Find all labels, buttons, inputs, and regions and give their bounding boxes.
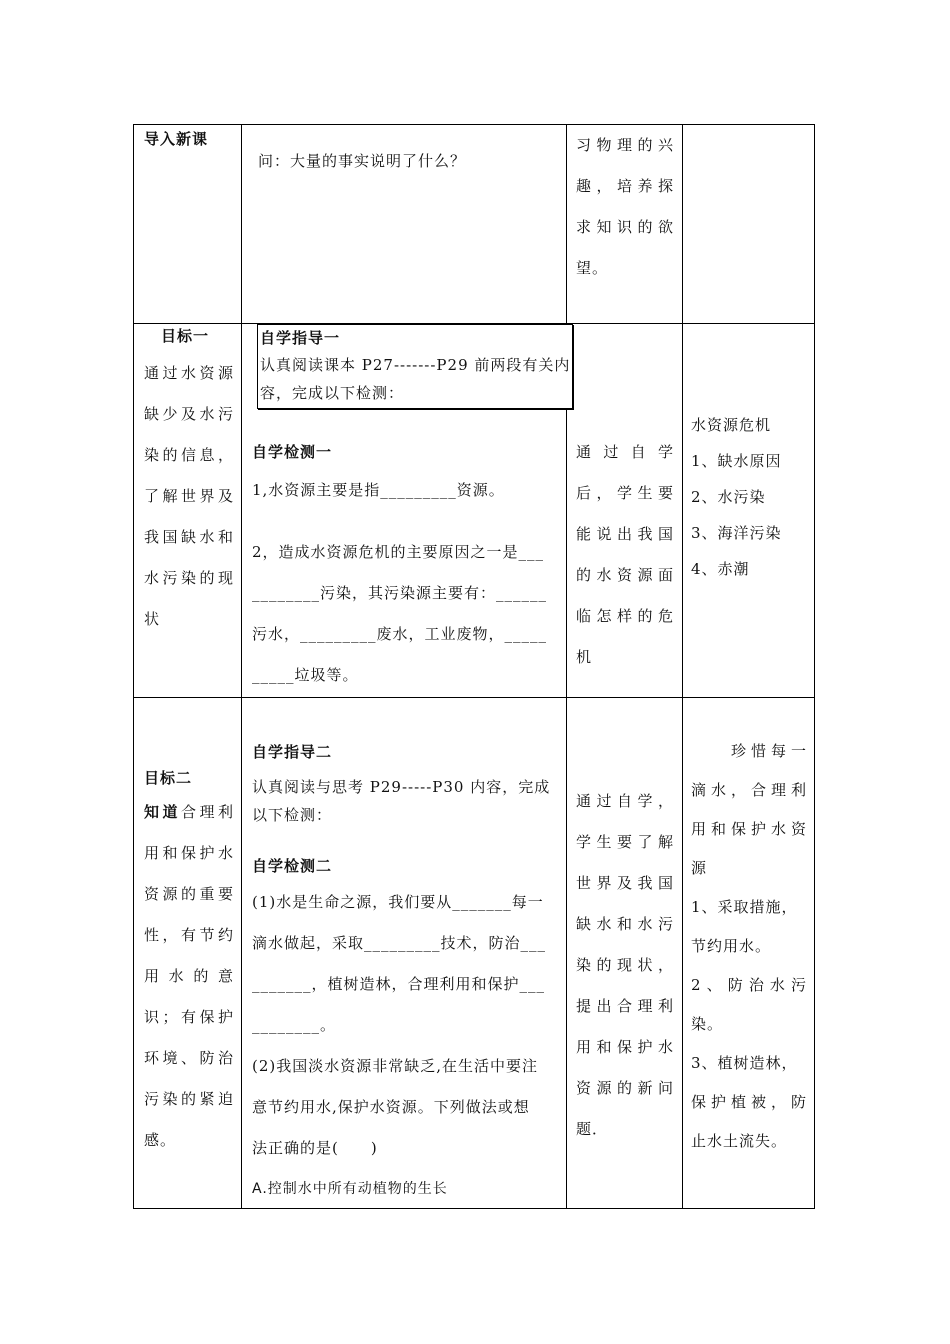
row2-summary: 水资源危机 1、缺水原因 2、水污染 3、海洋污染 4、赤潮 (691, 416, 782, 578)
row3-intent: 通过自学， 学生要了解 世界及我国 缺水和水污 染的现状， 提出合理利 用和保护水 资源的新问 题． (576, 792, 674, 1138)
row-label-intro: 导入新课 (144, 130, 209, 148)
guide-two-text: 认真阅读与思考 P29-----P30 内容，完成 以下检测： (252, 778, 551, 824)
row3-summary: 珍惜每一 滴水，合理利 用和保护水资 源 1、采取措施， 节约用水。 2、防治水污 染。 3、植树造林， 保护植被，防 止水土流失。 (691, 742, 807, 1150)
goal-two-title: 目标二 (144, 769, 193, 787)
lesson-plan-table (133, 124, 815, 1209)
check-two-text: (1)水是生命之源，我们要从_______每一 滴水做起，采取_________技术，防治___ _______，植树造林，合理利用和保护___ ________。 (2)我国淡水资源非常缺乏,在生活中要注 意节约用水,保护水资源。下列做法或想 法正确的是( ) A.控制水中所有动植物的生长 (252, 893, 547, 1197)
row1-intent: 习物理的兴 趣，培养探 求知识的欲 望。 (576, 136, 674, 277)
check-one-title: 自学检测一 (252, 443, 333, 461)
guide-one-text: 认真阅读课本 P27-------P29 前两段有关内 容，完成以下检测： (260, 356, 571, 402)
goal-two-text: 知道合理利 用和保护水 资源的重要 性，有节约 用水的意 识；有保护 环境、防治 污染的紧迫 感。 (144, 803, 234, 1149)
check-one-q1: 1,水资源主要是指_________资源。 (252, 481, 505, 499)
guide-two-title: 自学指导二 (252, 743, 333, 761)
row-divider (134, 697, 814, 698)
check-two-title: 自学检测二 (252, 857, 333, 875)
guide-one-box (257, 324, 573, 409)
row2-intent: 通过自学 后，学生要 能说出我国 的水资源面 临怎样的危 机 (576, 443, 674, 666)
intro-question: 问：大量的事实说明了什么？ (258, 152, 467, 170)
column-divider (682, 125, 683, 1208)
goal-one-text: 通过水资源 缺少及水污 染的信息， 了解世界及 我国缺水和 水污染的现 状 (144, 364, 234, 628)
goal-one-title: 目标一 (161, 327, 210, 345)
column-divider (241, 125, 242, 1208)
column-divider (566, 125, 567, 1208)
guide-one-title: 自学指导一 (260, 329, 341, 347)
check-one-q2: 2，造成水资源危机的主要原因之一是___ ________污染，其污染源主要有：______ 污水，_________废水，工业废物，_____ _____垃圾等。 (252, 543, 548, 684)
